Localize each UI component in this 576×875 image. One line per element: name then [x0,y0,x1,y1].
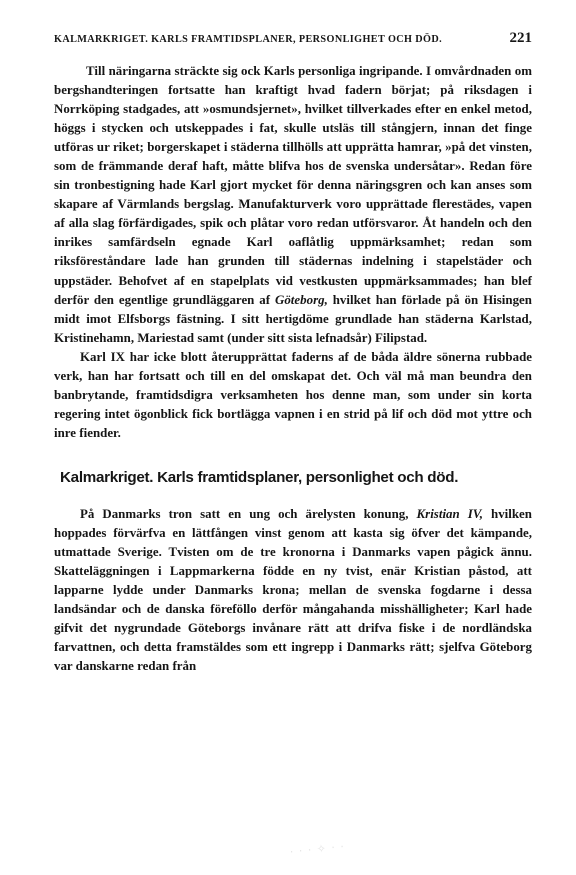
paragraph-assessment: Karl IX har icke blott återupprättat faderns af de båda äldre sönerna rubbade verk, han har fortsatt och till en del omskapat det. Och väl må man beundra den banbrytande, framtidsdigra verksamheten hos denne man, som under sin korta regering intet ögonblick fick bortlägga vapnen i en strid på lif och död mot yttre och inre fiender. [54,349,532,440]
paragraph-industry [54,62,532,348]
paragraph-denmark [54,505,532,676]
scan-watermark: · · · ✧ · · [289,840,346,859]
paragraph-industry-text: Till näringarna sträckte sig ock Karls personliga ingripande. I omvårdnaden om bergshandteringen fortsatte han kraftigt hvad fadern börjat; på riksdagen i Norrköping stadgades, att »osmundsjernet», hvilket tillverkades efter en enkel metod, höggs i stycken och utskeppades i fat, skulle utsläs till stångjern, innan det finge utföras ur riket; borgerskapet i städerna tillhölls att upprätta hamrar, »på det vinsten, som de främmande deraf haft, måtte blifva hos de svenska undersåtar». Redan före sin tronbestigning hade Karl gjort mycket för denna näringsgren och kan anses som skapare af Värmlands bergslag. Manufakturverk voro upprättade flerestädes, vapen af alla slag förfärdigades, spik och plåtar voro redan utförsvaror. Åt handeln och den inrikes samfärdseln egnade Karl oaflåtlig uppmärksamhet; redan som riksföreståndare lade han grunden till städernas indelning i stapelstäder och uppstäder. Behofvet af en stapelplats vid vestkusten uppmärksammades; han blef derför den egentlige grundläggaren af [54,64,532,307]
running-head [54,30,532,47]
emphasis-goteborg: Göteborg, [275,292,328,307]
paragraph-industry-tail: hvilket han förlade på ön Hisingen midt imot Elfsborgs fästning. I sitt hertigdöme grundlade han städerna Karlstad, Kristinehamn, Mariestad samt (under sitt sista lefnadsår) Filipstad. [54,292,532,345]
paragraph-denmark-text: På Danmarks tron satt en ung och ärelysten konung, [80,506,409,521]
page-number: 221 [509,30,532,46]
emphasis-kristian: Kristian IV, [416,506,483,521]
paragraph-denmark-tail: hvilken hoppades förvärfva en lättfången vinst genom att kasta sig öfver det kämpande, utmattade Sverige. Tvisten om de tre kronorna i Danmarks vapen pågick ännu. Skatteläggningen i Lappmarkerna födde en ny tvist, enär Kristian påstod, att lapparne lydde under Danmarks krona; mellan de svenska fogdarne i dessa landsändar och de danska föreföllo derför mångahanda misshälligheter; Karl hade gifvit det nygrundade Göteborgs invånare rätt att drifva fiske i de nordländska farvattnen, och detta framstäldes som ett ingrepp i Danmarks rätt; sjelfva Göteborg var danskarne redan från [54,506,532,674]
body-text [54,62,532,676]
running-head-title: KALMARKRIGET. KARLS FRAMTIDSPLANER, PERSONLIGHET OCH DÖD. [54,34,443,45]
section-heading: Kalmarkriget. Karls framtidsplaner, personlighet och död. [60,468,459,486]
